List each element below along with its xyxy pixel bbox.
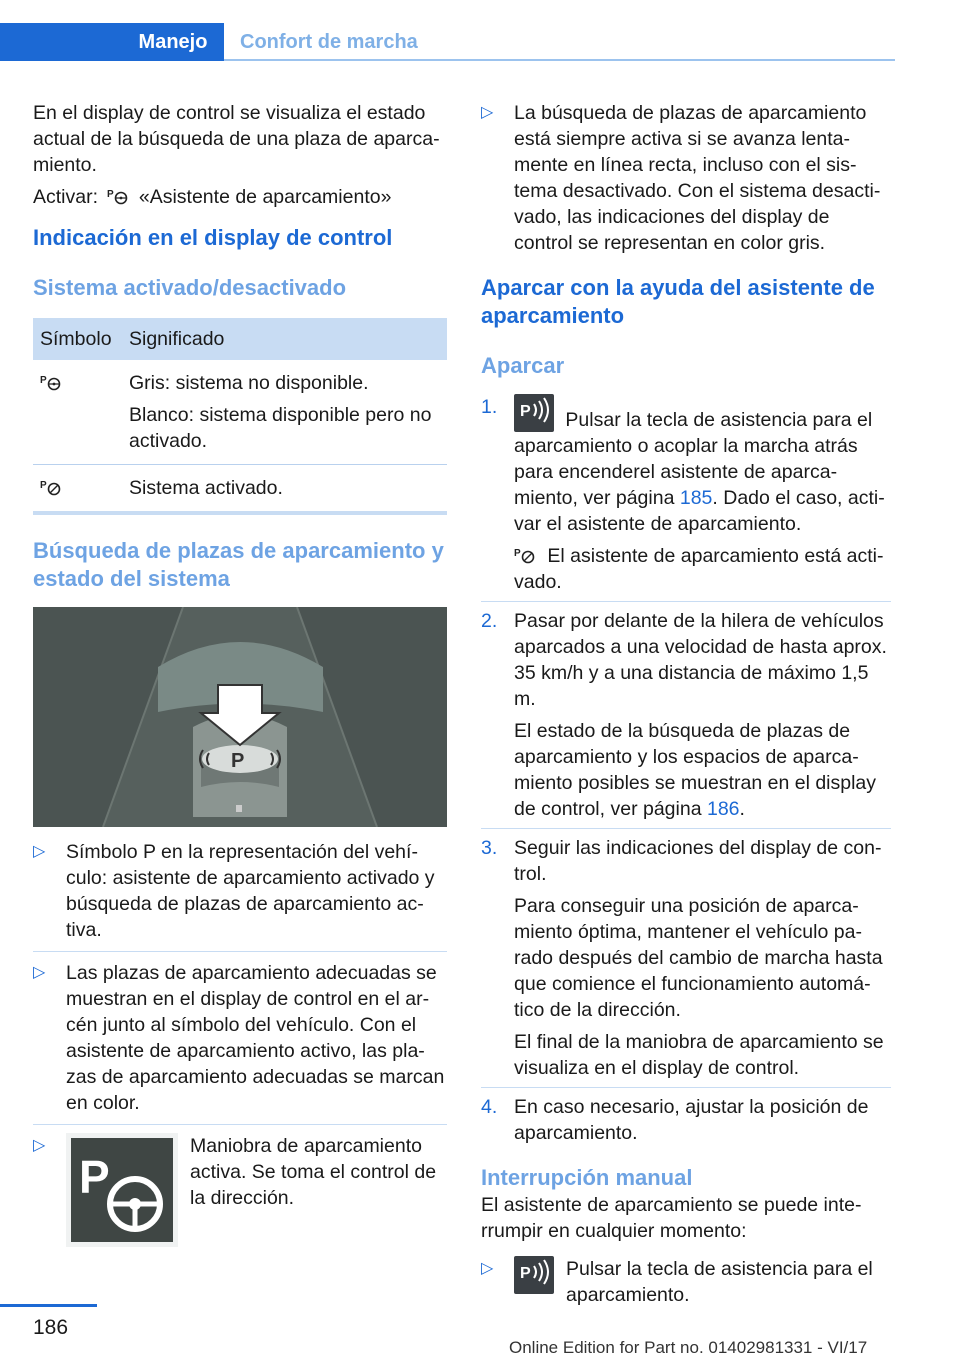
parking-assistant-illustration [33, 607, 447, 827]
table-cell-symbol [33, 465, 122, 514]
symbol-table [33, 318, 447, 515]
steps-list [481, 394, 891, 1152]
svg-text:P: P [79, 1151, 110, 1203]
heading-aparcar: Aparcar [481, 353, 565, 378]
footer-rule [0, 1304, 97, 1307]
parking-assist-key-icon [514, 394, 554, 432]
page-number: 186 [33, 1316, 69, 1339]
table-cell-meaning: Sistema activado. [122, 465, 447, 514]
parking-assist-key-icon [514, 1256, 554, 1294]
table-cell-meaning: Gris: sistema no disponible. Blanco: sistema disponible pero no activado. [122, 360, 447, 465]
activate-line: Activar: P «Asistente de aparcamiento» [33, 186, 392, 208]
svg-text:P: P [520, 403, 531, 420]
intro-text: En el display de control se visualiza el estado actual de la búsqueda de una plaza de aparcamiento. [33, 102, 440, 176]
top-bullet-list [481, 100, 891, 264]
parking-steering-icon [40, 372, 62, 390]
parking-steering-large-icon [66, 1133, 178, 1247]
table-row [33, 465, 447, 514]
page-link[interactable]: 186 [706, 798, 740, 820]
svg-text:P: P [40, 480, 47, 491]
heading-sistema: Sistema activado/desactivado [33, 275, 347, 300]
header-rule [224, 59, 895, 61]
svg-text:P: P [514, 548, 521, 559]
header-section: Manejo [122, 23, 224, 61]
triangle-bullet-icon: ▷ [33, 843, 46, 860]
interrupt-text: El asistente de aparcamiento se puede interrumpir en cualquier momento: [481, 1194, 862, 1242]
svg-text:P: P [520, 1265, 531, 1282]
list-item: ▷ Las plazas de aparcamiento adecuadas se muestran en el display de control en el arcén junto al símbolo del vehículo. Con el asistente de aparcamiento activo, las plazas de aparcamiento adecuadas se marcan en color. [33, 960, 447, 1125]
parking-steering-icon [107, 186, 129, 204]
heading-indicacion: Indicación en el display de control [33, 225, 393, 250]
triangle-bullet-icon: ▷ [33, 1137, 46, 1154]
table-header-meaning: Significado [122, 318, 447, 360]
status-bullet-list [33, 839, 447, 1255]
heading-busqueda: Búsqueda de plazas de aparcamiento y estado del sistema [33, 538, 444, 591]
svg-text:P: P [40, 375, 47, 386]
list-item: 1. P Pulsar la tecla de asistencia para el aparcamiento o acoplar la marcha atrás para encenderel asistente de aparcamiento, ver página 185. Dado el caso, activar el asistente de aparcamiento. P El asistente de aparcamiento está activado. [481, 394, 891, 602]
triangle-bullet-icon: ▷ [33, 964, 46, 981]
page-header [0, 23, 895, 61]
svg-text:P: P [107, 189, 115, 200]
list-item: ▷ Símbolo P en la representación del vehículo: asistente de aparcamiento activado y búsqueda de plazas de aparcamiento activa. [33, 839, 447, 952]
header-subsection: Confort de marcha [240, 31, 418, 53]
heading-interrupcion: Interrupción manual [481, 1165, 693, 1190]
interrupt-bullet-list [481, 1256, 891, 1316]
left-column [33, 100, 447, 1263]
list-item: ▷ La búsqueda de plazas de aparcamiento está siempre activa si se avanza lentamente en línea recta, incluso con el sistema desactivado. Con el sistema desactivado, las indicaciones del display de control se representan en color gris. [481, 102, 881, 254]
list-item: ▷ P Maniobra de aparcamiento activa. Se toma el control de la dirección. [33, 1133, 447, 1255]
svg-text:P: P [231, 750, 245, 772]
table-cell-symbol [33, 360, 122, 465]
heading-aparcar-asistente: Aparcar con la ayuda del asistente de aparcamiento [481, 275, 875, 328]
edition-text: Online Edition for Part no. 01402981331 - VI/17 [509, 1338, 868, 1357]
list-item: 2. Pasar por delante de la hilera de vehículos aparcados a una velocidad de hasta aprox. 35 km/h y a una distancia de máximo 1,5 m. El estado de la búsqueda de plazas de aparcamiento y los espacios de aparcamiento posibles se muestran en el display de control, ver página 186. [481, 608, 891, 829]
table-header-row [33, 318, 447, 360]
table-header-symbol: Símbolo [33, 318, 122, 360]
parking-steering-active-icon [40, 477, 62, 495]
header-bar [0, 23, 122, 61]
triangle-bullet-icon: ▷ [481, 1260, 494, 1277]
list-item: ▷ P Pulsar la tecla de asistencia para el aparcamiento. [481, 1258, 873, 1306]
page-link[interactable]: 185 [679, 487, 713, 509]
list-item: 4. En caso necesario, ajustar la posición de aparcamiento. [481, 1096, 869, 1144]
table-row [33, 360, 447, 465]
parking-steering-active-icon [514, 545, 536, 563]
triangle-bullet-icon: ▷ [481, 104, 494, 121]
list-item: 3. Seguir las indicaciones del display de control. Para conseguir una posición de aparcamiento óptima, mantener el vehículo parado después del cambio de marcha hasta que comience el funcionamiento automático de la dirección. El final de la maniobra de aparcamiento se visualiza en el display de control. [481, 835, 891, 1088]
right-column [481, 100, 891, 1324]
